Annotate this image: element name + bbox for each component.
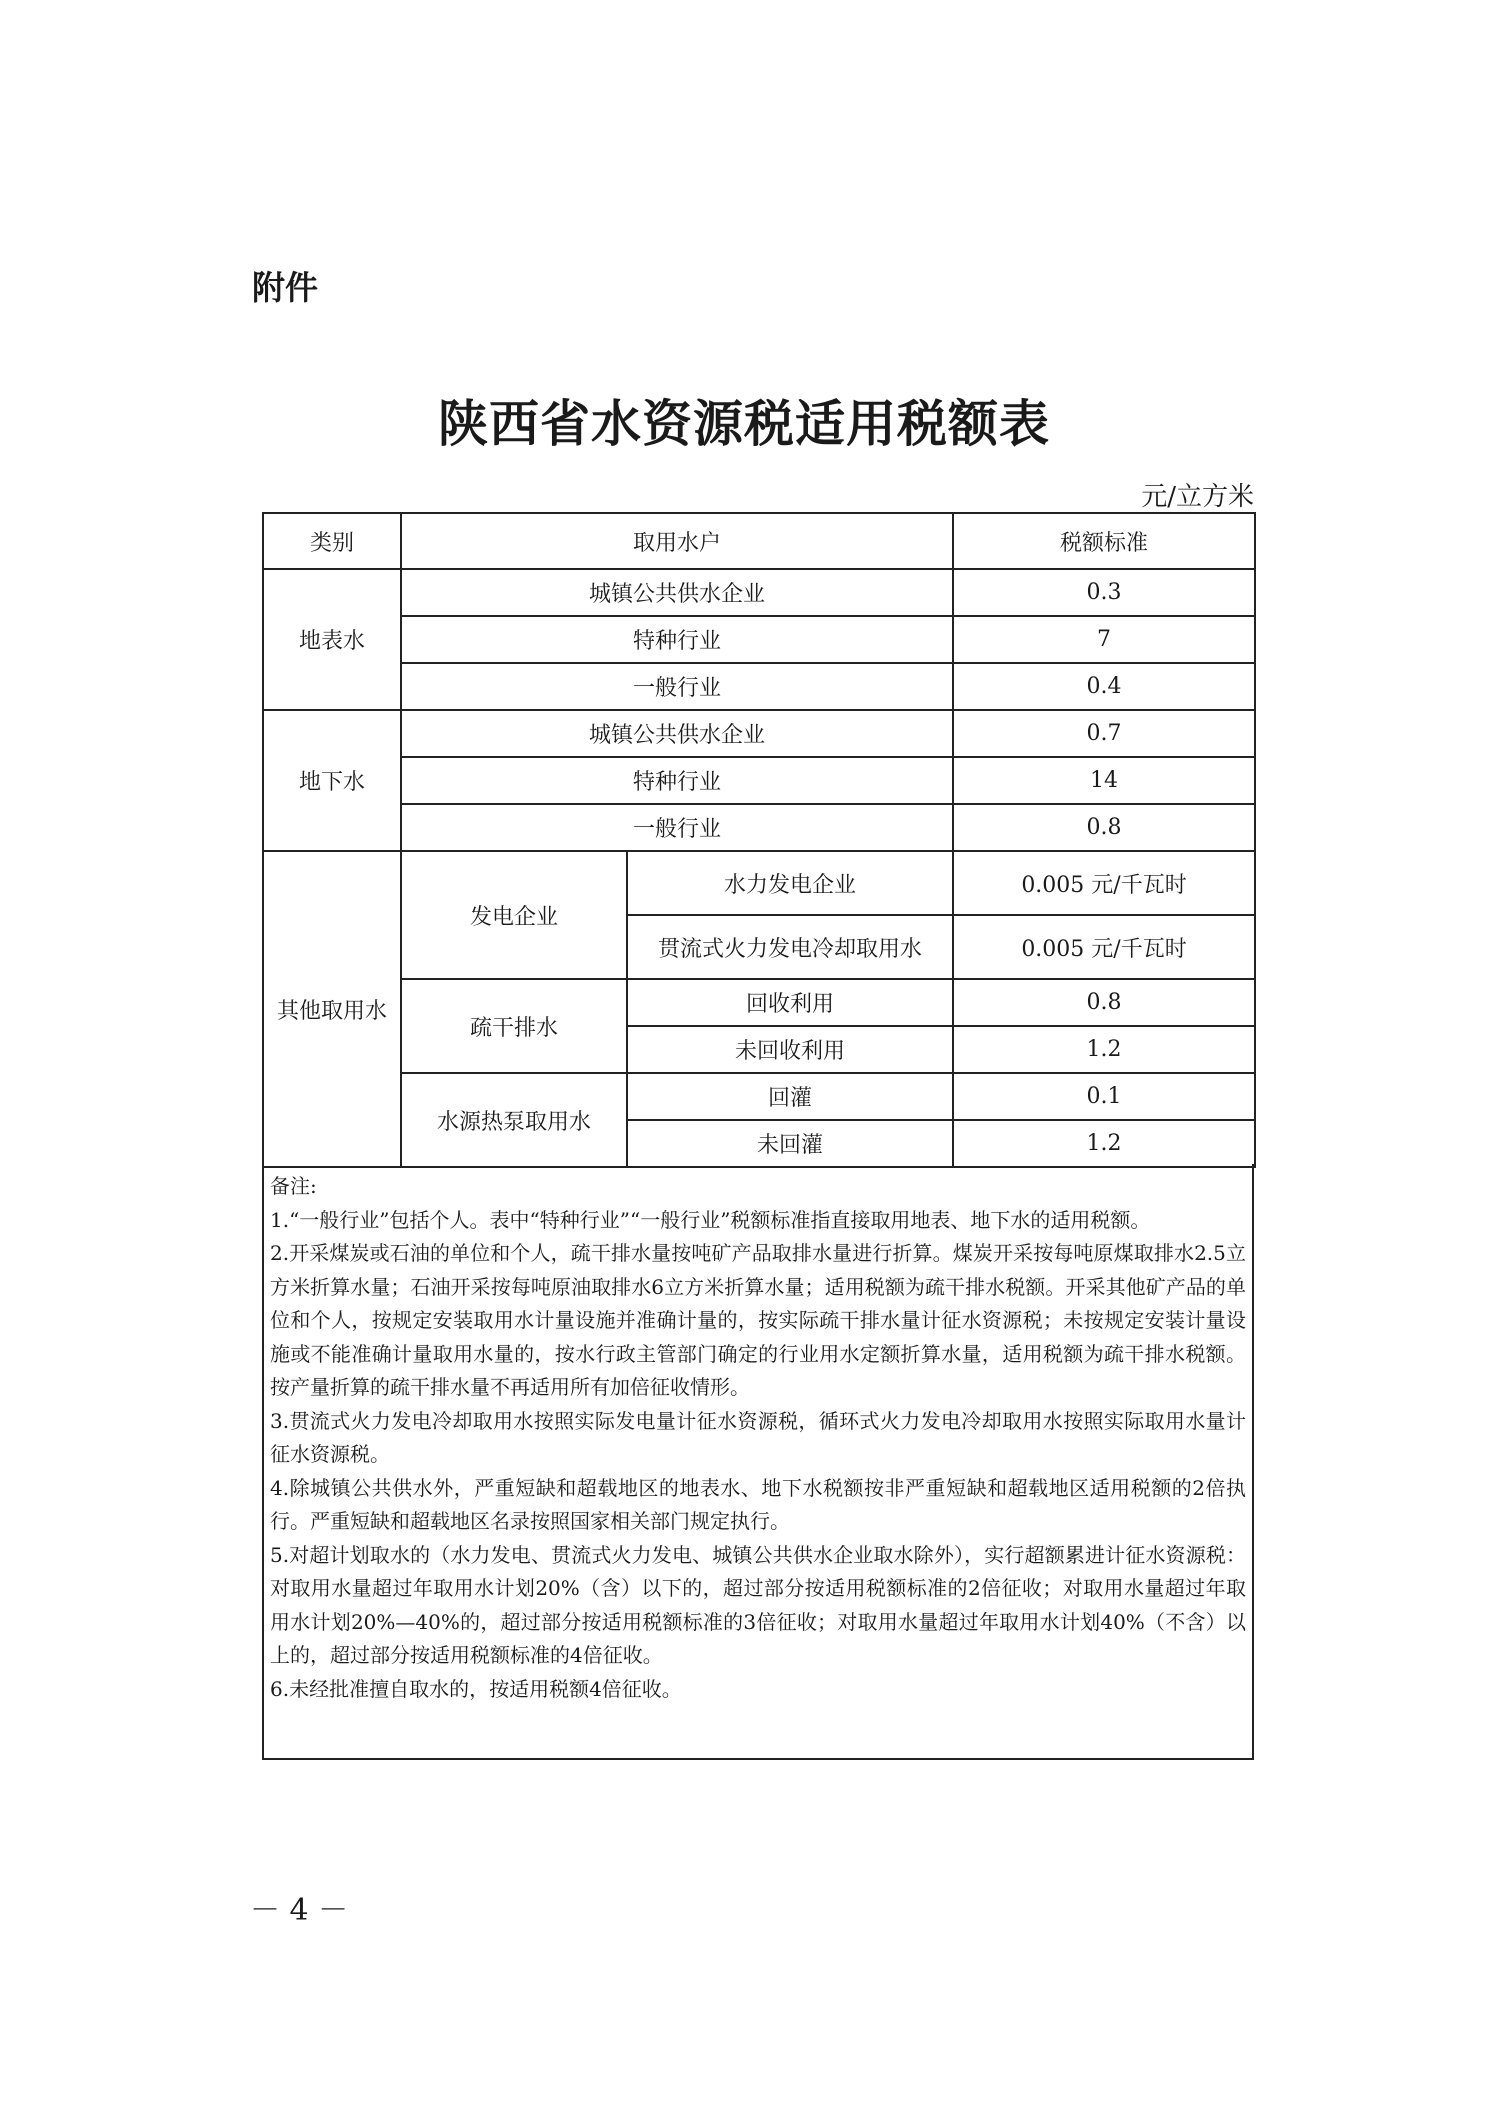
page-title: 陕西省水资源税适用税额表 [438,395,1050,453]
rate-cell: 0.005 元/千瓦时 [953,915,1255,979]
header-rate: 税额标准 [953,513,1255,569]
rate-cell: 0.7 [953,710,1255,757]
header-category: 类别 [263,513,401,569]
table-row [263,663,1255,710]
rate-cell: 0.4 [953,663,1255,710]
user-cell: 一般行业 [401,663,953,710]
note-item: 6.未经批准擅自取水的，按适用税额4倍征收。 [270,1676,682,1701]
notes-box [262,1164,1254,1760]
user-cell: 一般行业 [401,804,953,851]
page-number: － 4 － [250,1893,349,1928]
rate-cell: 0.1 [953,1073,1255,1120]
user-cell: 特种行业 [401,616,953,663]
user-cell: 贯流式火力发电冷却取用水 [627,915,953,979]
table-row [263,851,1255,915]
table-header-row [263,513,1255,569]
subcategory-cell: 发电企业 [401,851,627,979]
tax-rate-table [262,512,1256,1168]
user-cell: 水力发电企业 [627,851,953,915]
rate-cell: 1.2 [953,1120,1255,1167]
rate-cell: 0.8 [953,804,1255,851]
user-cell: 未回收利用 [627,1026,953,1073]
note-item: 2.开采煤炭或石油的单位和个人，疏干排水量按吨矿产品取排水量进行折算。煤炭开采按每吨原煤取排水2.5立方米折算水量；石油开采按每吨原油取排水6立方米折算水量；适用税额为疏干排水税额。开采其他矿产品的单位和个人，按规定安装取用水计量设施并准确计量的，按实际疏干排水量计征水资源税；未按规定安装计量设施或不能准确计量取用水量的，按水行政主管部门确定的行业用水定额折算水量，适用税额为疏干排水税额。按产量折算的疏干排水量不再适用所有加倍征收情形。 [270,1241,1246,1399]
category-cell: 地下水 [263,710,401,851]
category-cell: 地表水 [263,569,401,710]
rate-cell: 0.005 元/千瓦时 [953,851,1255,915]
attachment-label: 附件 [252,268,318,307]
table-row [263,616,1255,663]
subcategory-cell: 水源热泵取用水 [401,1073,627,1167]
rate-cell: 14 [953,757,1255,804]
table-row [263,757,1255,804]
category-cell: 其他取用水 [263,851,401,1167]
note-item: 1.“一般行业”包括个人。表中“特种行业”“一般行业”税额标准指直接取用地表、地下水的适用税额。 [270,1207,1151,1232]
user-cell: 回灌 [627,1073,953,1120]
user-cell: 回收利用 [627,979,953,1026]
rate-cell: 0.8 [953,979,1255,1026]
unit-label: 元/立方米 [1141,482,1254,512]
table-row [263,979,1255,1026]
header-user: 取用水户 [401,513,953,569]
user-cell: 未回灌 [627,1120,953,1167]
rate-cell: 0.3 [953,569,1255,616]
rate-cell: 1.2 [953,1026,1255,1073]
notes-heading: 备注: [270,1174,317,1198]
rate-cell: 7 [953,616,1255,663]
user-cell: 城镇公共供水企业 [401,569,953,616]
table-row [263,804,1255,851]
table-row [263,1073,1255,1120]
note-item: 3.贯流式火力发电冷却取用水按照实际发电量计征水资源税，循环式火力发电冷却取用水按照实际取用水量计征水资源税。 [270,1408,1246,1466]
note-item: 4.除城镇公共供水外，严重短缺和超载地区的地表水、地下水税额按非严重短缺和超载地区适用税额的2倍执行。严重短缺和超载地区名录按照国家相关部门规定执行。 [270,1475,1246,1533]
subcategory-cell: 疏干排水 [401,979,627,1073]
user-cell: 特种行业 [401,757,953,804]
note-item: 5.对超计划取水的（水力发电、贯流式火力发电、城镇公共供水企业取水除外），实行超额累进计征水资源税：对取用水量超过年取用水计划20%（含）以下的，超过部分按适用税额标准的2倍征收；对取用水量超过年取用水计划20%—40%的，超过部分按适用税额标准的3倍征收；对取用水量超过年取用水计划40%（不含）以上的，超过部分按适用税额标准的4倍征收。 [270,1542,1246,1667]
table-row [263,710,1255,757]
user-cell: 城镇公共供水企业 [401,710,953,757]
table-row [263,569,1255,616]
